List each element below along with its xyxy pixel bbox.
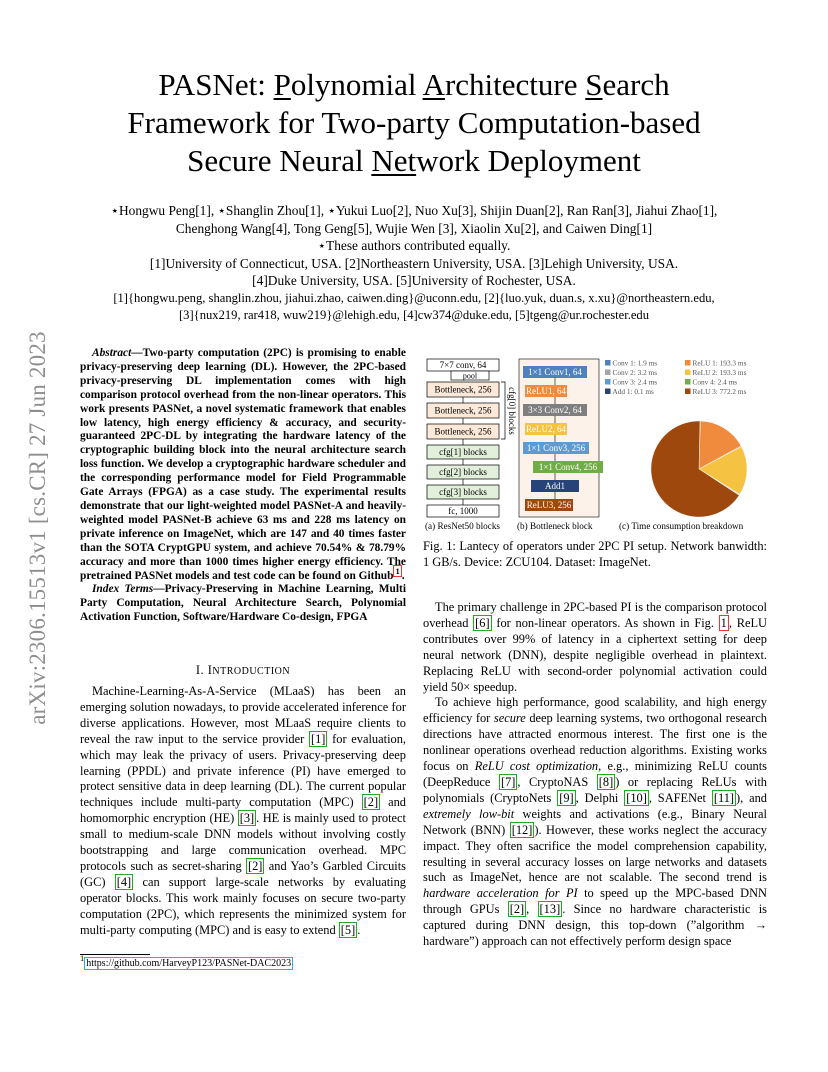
legend-label: Conv 3: 2.4 ms — [612, 377, 658, 387]
citation-link[interactable]: [2] — [509, 902, 525, 917]
affiliation-line-1: [1]University of Connecticut, USA. [2]Northeastern University, USA. [3]Lehigh University, USA. — [149, 255, 679, 271]
section-heading: I. INTRODUCTION — [195, 663, 291, 677]
right-column-text: The primary challenge in 2PC-based PI is the comparison protocol overhead [6] for non-linear operators. As shown in Fig. 1 , ReLU contributes over 99% of latency in a ciphertext setting for deep neural network (DNN), despite negligible overhead in plaintext. Replacing ReLU with second-order polynomial activation could yield 50× speedup. To achieve high performance, good scalability, and high energy efficiency for secure deep learning systems, two orthogonal research directions have attracted enormous interest. The first one is the nonlinear operations overhead reduction algorithms. Existing works focus on ReLU cost optimization, e.g., minimizing ReLU counts (DeepReduce [7] , CryptoNAS [8] ) or replacing ReLUs with polynomials (CryptoNets [9] , Delphi [10] , SAFENet [11] ), and extremely low-bit weights and activations (e.g., Binary Neural Network (BNN) [12] ). However, these works neglect the accuracy impact. They often sacrifice the model comprehension capability, resulting in several accuracy losses on large networks and datasets such as ImageNet, hence are not scalable. The second trend is hardware acceleration for PI to speed up the MPC-based DNN through GPUs [2] , [13] . Since no hardware characteristic is captured during DNN design, this top-down (”algorithm → hardware”) approach can not effectively perform design space — [423, 600, 767, 949]
paper-title: PASNet: Polynomial Architecture Search Framework for Two-party Computation-based Secure Neural Network Deployment — [127, 67, 701, 178]
bottleneck-op-label: 1×1 Conv4, 256 — [538, 462, 598, 472]
subcaption-b: (b) Bottleneck block — [517, 521, 593, 531]
resnet-block-label: Bottleneck, 256 — [434, 405, 492, 416]
bottleneck-op-label: Add1 — [545, 481, 565, 491]
bottleneck-op-label: ReLU1, 64 — [526, 386, 566, 396]
email-line-2: [3]{nux219, rar418, wuw219}@lehigh.edu, [4]cw374@duke.edu, [5]tgeng@ur.rochester.edu — [178, 308, 650, 322]
pie-legend — [605, 359, 747, 397]
legend-label: ReLU 2: 193.3 ms — [692, 368, 747, 377]
affiliation-line-2: [4]Duke University, USA. [5]University of Rochester, USA. — [252, 273, 576, 288]
resnet-block-label: Bottleneck, 256 — [434, 384, 492, 395]
citation-link[interactable]: [7] — [500, 774, 516, 789]
bottleneck-block — [519, 359, 603, 517]
citation-link[interactable]: [12] — [511, 822, 533, 837]
author-line-2: Chenghong Wang[4], Tong Geng[5], Wujie Wen [3], Xiaolin Xu[2], and Caiwen Ding[1] — [175, 220, 653, 236]
pie-chart — [651, 421, 747, 517]
citation-link[interactable]: [5] — [340, 922, 356, 937]
legend-swatch — [685, 379, 691, 385]
legend-swatch — [685, 360, 691, 366]
equal-contribution-note: ⋆These authors contributed equally. — [317, 238, 511, 253]
legend-label: Conv 1: 1.9 ms — [612, 358, 658, 368]
email-line-1: [1]{hongwu.peng, shanglin.zhou, jiahui.zhao, caiwen.ding}@uconn.edu, [2]{luo.yuk, duan.s, x.xu}@northeastern.edu, — [113, 290, 715, 305]
legend-swatch — [685, 389, 691, 395]
resnet-block-label: cfg[2] blocks — [439, 467, 487, 477]
legend-label: ReLU 3: 772.2 ms — [692, 387, 747, 396]
cfg-brace-label: cfg[0] blocks — [507, 387, 517, 435]
bottleneck-op-label: ReLU2, 64 — [526, 424, 566, 434]
citation-link[interactable]: [13] — [539, 902, 561, 917]
legend-label: Add 1: 0.1 ms — [612, 387, 654, 396]
legend-swatch — [605, 379, 611, 385]
citation-link[interactable]: [9] — [559, 790, 574, 805]
citation-link[interactable]: [4] — [116, 874, 132, 889]
footnote-rule — [80, 954, 150, 955]
legend-label: Conv 4: 2.4 ms — [692, 377, 738, 387]
legend-swatch — [605, 389, 611, 395]
intro-paragraph: Machine-Learning-As-A-Service (MLaaS) has been an emerging solution nowadays, to provide accelerated inference for diverse applications. However, most MLaaS require clients to reveal the raw input to the service provider [1] for evaluation, which may leak the privacy of users. Privacy-preserving deep learning (PPDL) and private inference (PI) have emerged to protect sensitive data in deep learning (DL). The current popular techniques include multi-party computation (MPC) [2] and homomorphic encryption (HE) [3] . HE is mainly used to protect small to medium-scale DNN models without involving costly bootstrapping and large communication overhead. MPC protocols such as secret-sharing [2] and Yao’s Garbled Circuits (GC) [4] can support large-scale networks by evaluating operator blocks. This work mainly focuses on secure two-party computation (2PC), which represents the minimized system for multi-party computing (MPC) and is easy to extend [5] . — [80, 684, 406, 937]
citation-link[interactable]: [11] — [713, 790, 735, 805]
legend-swatch — [685, 370, 691, 376]
citation-link[interactable]: [3] — [239, 811, 255, 826]
figure-1 — [423, 357, 767, 535]
figure-svg — [423, 357, 767, 535]
subcaption-c: (c) Time consumption breakdown — [619, 521, 744, 531]
citation-link[interactable]: [2] — [247, 858, 263, 873]
arxiv-stamp: arXiv:2306.15513v1 [cs.CR] 27 Jun 2023 — [25, 330, 50, 725]
resnet-block-label: cfg[3] blocks — [439, 487, 487, 497]
citation-link[interactable]: [6] — [475, 615, 490, 630]
footnote-link[interactable]: 1 — [395, 565, 400, 576]
bottleneck-op-label: 1×1 Conv3, 256 — [526, 443, 586, 453]
subcaption-a: (a) ResNet50 blocks — [425, 521, 501, 531]
legend-swatch — [605, 370, 611, 376]
footnote: $^1$ https://github.com/HarveyP123/PASNet-DAC2023 — [80, 953, 292, 969]
citation-link[interactable]: [10] — [626, 790, 647, 805]
resnet-block-label: Bottleneck, 256 — [434, 426, 492, 437]
figure-link[interactable]: 1 — [720, 615, 727, 630]
citation-link[interactable]: [8] — [598, 774, 614, 789]
citation-link[interactable]: [2] — [363, 795, 379, 810]
resnet-block-label: pool — [462, 371, 478, 381]
bottleneck-op-label: ReLU3, 256 — [526, 500, 572, 510]
bottleneck-op-label: 3×3 Conv2, 64 — [528, 405, 582, 415]
abstract: Abstract—Two-party computation (2PC) is promising to enable privacy-preserving deep learning (DL). However, the 2PC-based privacy-preserving DL implementation comes with high comparison protocol overhead from the non-linear operators. This work presents PASNet, a novel systematic framework that enables low latency, high energy efficiency & accuracy, and security-guaranteed 2PC-DL by integrating the hardware latency of the cryptographic building block into the neural architecture search loss function. We develop a cryptographic hardware scheduler and the corresponding performance model for Field Programmable Gate Arrays (FPGA) as a case study. The experimental results demonstrate that our light-weighted model PASNet-A and heavily-weighted model PASNet-B achieve 63 ms and 228 ms latency on private inference on ImageNet, which are 147 and 40 times faster than the SOTA CryptGPU system, and achieve 70.54% & 78.79% accuracy and more than 1000 times higher energy efficiency. The pretrained PASNet models and test code can be found on Github $^1$ . Index Terms—Privacy-Preserving in Machine Learning, Multi Party Computation, Neural Architecture Search, Polynomial Activation Function, Software/Hardware Co-design, FPGA — [80, 347, 406, 624]
author-line-1: ⋆Hongwu Peng[1], ⋆Shanglin Zhou[1], ⋆Yukui Luo[2], Nuo Xu[3], Shijin Duan[2], Ran Ran[3], Jiahui Zhao[1], — [110, 203, 718, 218]
figure-caption: Fig. 1: Lantecy of operators under 2PC PI setup. Network banwidth: 1 GB/s. Device: ZCU104. Dataset: ImageNet. — [423, 539, 767, 569]
legend-label: ReLU 1: 193.3 ms — [692, 358, 747, 368]
github-link[interactable]: https://github.com/HarveyP123/PASNet-DAC2023 — [86, 958, 292, 969]
resnet-block-label: fc, 1000 — [448, 506, 478, 516]
bottleneck-op-label: 1×1 Conv1, 64 — [528, 367, 582, 377]
citation-link[interactable]: [1] — [310, 731, 326, 746]
legend-swatch — [605, 360, 611, 366]
legend-label: Conv 2: 3.2 ms — [612, 368, 658, 377]
resnet-block-label: 7×7 conv, 64 — [439, 360, 487, 370]
resnet-block-label: cfg[1] blocks — [439, 447, 487, 457]
resnet-blocks — [427, 359, 517, 517]
author-block — [70, 202, 758, 325]
